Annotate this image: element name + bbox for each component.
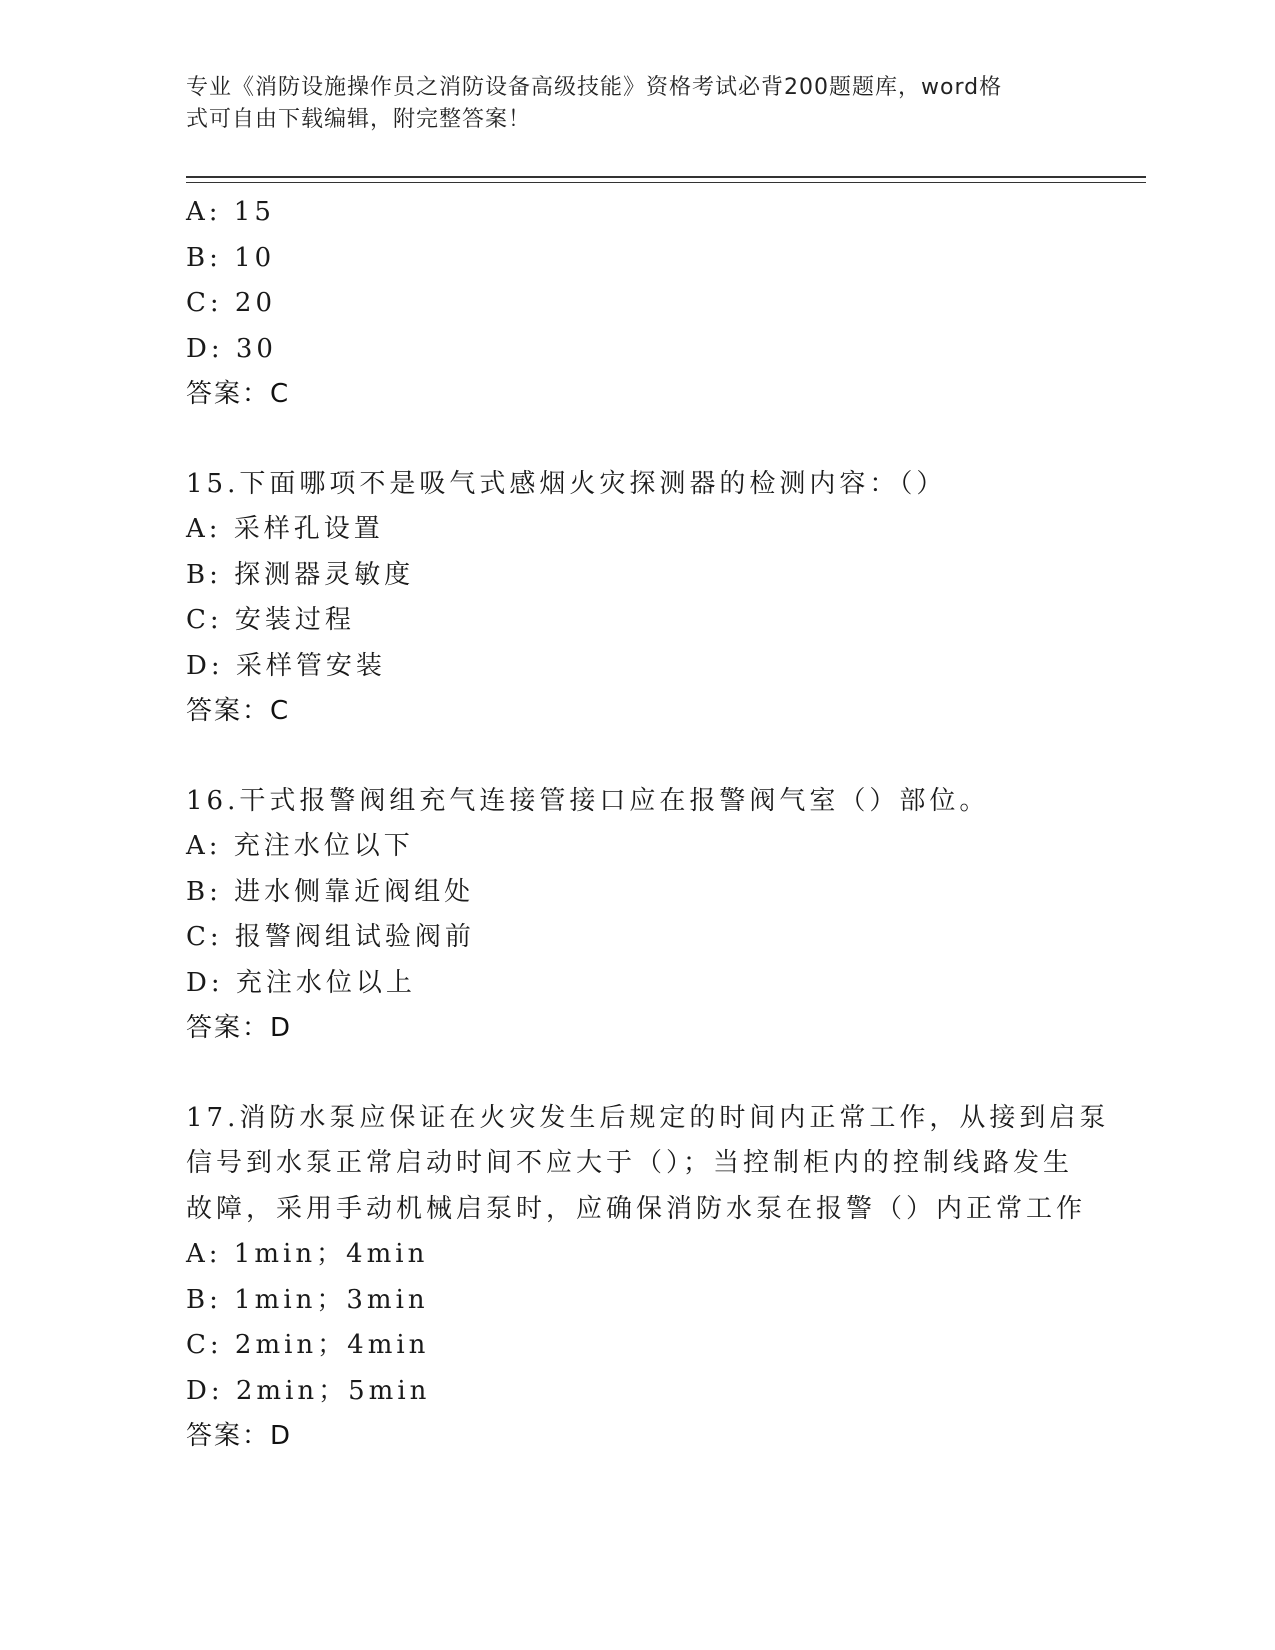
answer-line: 答案：C: [186, 379, 291, 409]
option-b: B: 进水侧靠近阀组处: [186, 876, 475, 907]
question-text-line-2: 信号到水泵正常启动时间不应大于（）；当控制柜内的控制线路发生: [186, 1148, 1074, 1178]
answer-line: 答案：C: [186, 696, 291, 726]
option-d: D: 2min；5min: [186, 1375, 431, 1406]
document-header: [186, 72, 1086, 136]
spacer: [186, 418, 1086, 462]
question-text-line-1: 17.消防水泵应保证在火灾发生后规定的时间内正常工作，从接到启泵: [186, 1102, 1110, 1133]
spacer: [186, 735, 1086, 779]
question-content: [186, 190, 1110, 1460]
option-c: C: 安装过程: [186, 605, 355, 635]
option-a: A: 1min；4min: [186, 1239, 429, 1269]
header-divider-thick: [186, 176, 1146, 178]
question-text-line-3: 故障，采用手动机械启泵时，应确保消防水泵在报警（）内正常工作: [186, 1193, 1087, 1224]
option-b: B: 探测器灵敏度: [186, 559, 415, 590]
answer-line: 答案：D: [186, 1013, 293, 1043]
spacer: [186, 1052, 1086, 1096]
option-c: C: 20: [186, 288, 277, 318]
question-15: [186, 462, 1086, 735]
option-a: A: 充注水位以下: [186, 831, 414, 861]
question-partial: [186, 190, 1086, 418]
option-d: D: 30: [186, 333, 277, 364]
option-c: C: 报警阀组试验阀前: [186, 922, 475, 952]
option-d: D: 充注水位以上: [186, 967, 416, 998]
option-a: A: 采样孔设置: [186, 514, 384, 544]
option-c: C: 2min；4min: [186, 1330, 430, 1360]
header-line-1: 专业《消防设施操作员之消防设备高级技能》资格考试必背200题题库，word格: [186, 75, 1003, 100]
option-b: B: 1min；3min: [186, 1284, 429, 1315]
answer-line: 答案：D: [186, 1421, 293, 1451]
header-line-2: 式可自由下载编辑，附完整答案！: [186, 107, 532, 132]
option-d: D: 采样管安装: [186, 650, 386, 681]
option-b: B: 10: [186, 242, 276, 273]
question-17: [186, 1096, 1110, 1460]
option-a: A: 15: [186, 197, 275, 227]
question-text: 16.干式报警阀组充气连接管接口应在报警阀气室（）部位。: [186, 785, 990, 816]
question-text: 15.下面哪项不是吸气式感烟火灾探测器的检测内容：（）: [186, 468, 947, 499]
header-divider-thin: [186, 182, 1146, 183]
question-16: [186, 779, 1086, 1052]
